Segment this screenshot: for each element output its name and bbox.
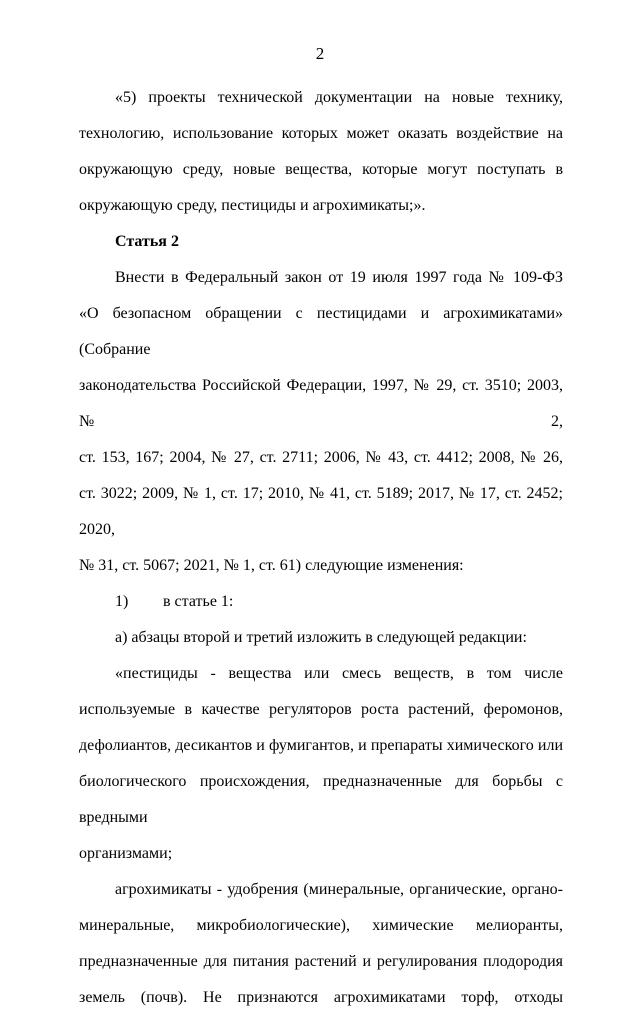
page-number: 2 [315, 44, 325, 63]
document-body [79, 80, 563, 1016]
para4-line-4: земель (почв). Не признаются агрохимикатами торф, отходы [79, 989, 563, 1006]
list-item-1 [79, 584, 563, 620]
para1-line-3: окружающую среду, новые вещества, которые могут поступать в [79, 161, 563, 178]
para2-line-1: Внести в Федеральный закон от 19 июля 1997 года № 109-ФЗ [115, 269, 563, 286]
para3-line-4: биологического происхождения, предназначенные для борьбы с вредными [79, 773, 563, 826]
list-item-text: в статье 1: [163, 593, 234, 610]
para3-line-3: дефолиантов, десикантов и фумигантов, и препараты химического или [79, 737, 563, 754]
para3-line-5: организмами; [79, 845, 173, 862]
para2-line-3: законодательства Российской Федерации, 1997, № 29, ст. 3510; 2003, № 2, [79, 377, 563, 430]
para2-line-5: ст. 3022; 2009, № 1, ст. 17; 2010, № 41, ст. 5189; 2017, № 17, ст. 2452; 2020, [79, 485, 563, 538]
list-item-number: 1) [115, 593, 129, 610]
para3-line-1: «пестициды - вещества или смесь веществ, в том числе [115, 665, 563, 682]
subitem-a: а) абзацы второй и третий изложить в следующей редакции: [115, 629, 527, 646]
para1-line-4: окружающую среду, пестициды и агрохимикаты;». [79, 197, 426, 214]
article-heading: Статья 2 [115, 233, 179, 250]
para3-line-2: используемые в качестве регуляторов роста растений, феромонов, [79, 701, 563, 718]
para2-line-4: ст. 153, 167; 2004, № 27, ст. 2711; 2006, № 43, ст. 4412; 2008, № 26, [79, 449, 563, 466]
para2-line-6: № 31, ст. 5067; 2021, № 1, ст. 61) следующие изменения: [79, 557, 464, 574]
para4-line-2: минеральные, микробиологические), химические мелиоранты, [79, 917, 563, 934]
para1-line-2: технологию, использование которых может оказать воздействие на [79, 125, 563, 142]
para2-line-2: «О безопасном обращении с пестицидами и агрохимикатами» (Собрание [79, 305, 563, 358]
para4-line-1: агрохимикаты - удобрения (минеральные, органические, органо- [115, 881, 563, 898]
para4-line-3: предназначенные для питания растений и регулирования плодородия [79, 953, 563, 970]
para1-line-1: «5) проекты технической документации на новые технику, [115, 89, 563, 106]
